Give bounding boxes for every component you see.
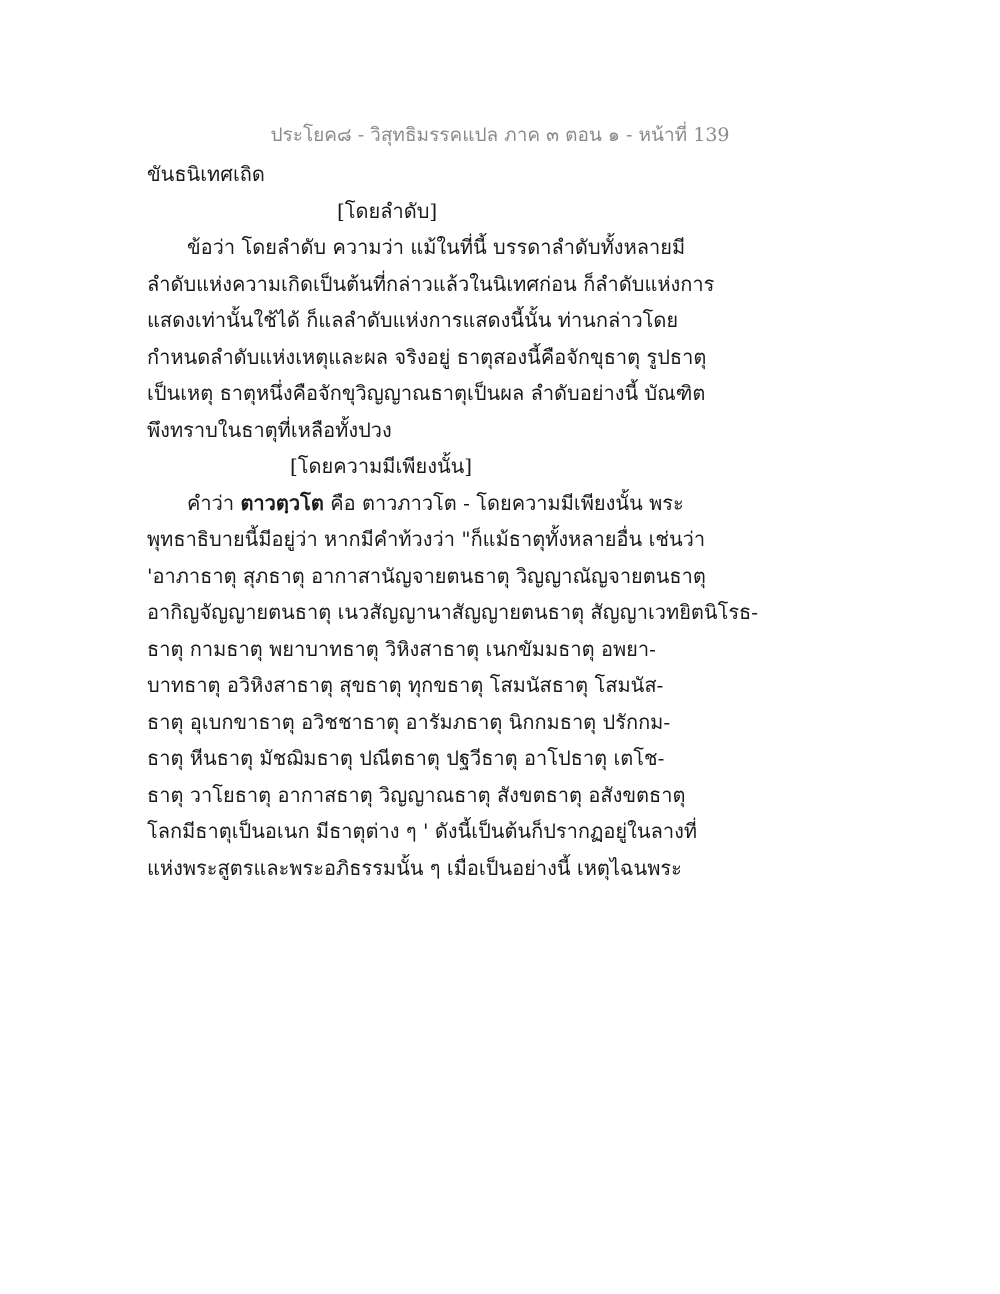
text-line: ธาตุ กามธาตุ พยาบาทธาตุ วิหิงสาธาตุ เนกขัมมธาตุ อพยา- — [147, 636, 656, 661]
text-line: พึงทราบในธาตุที่เหลือทั้งปวง — [147, 417, 392, 442]
text-line: แห่งพระสูตรและพระอภิธรรมนั้น ๆ เมื่อเป็นอย่างนี้ เหตุไฉนพระ — [147, 855, 682, 880]
text-line: อากิญจัญญายตนธาตุ เนวสัญญานาสัญญายตนธาตุ สัญญาเวทยิตนิโรธ- — [147, 600, 759, 624]
text-line: ขันธนิเทศเถิด — [147, 162, 265, 186]
text-line: ธาตุ อุเบกขาธาตุ อวิชชาธาตุ อารัมภธาตุ นิกกมธาตุ ปรักกม- — [147, 709, 671, 734]
text-line: 'อาภาธาตุ สุภธาตุ อากาสานัญจายตนธาตุ วิญญาณัญจายตนธาตุ — [147, 563, 706, 588]
page-body — [147, 156, 759, 886]
text-line: บาทธาตุ อวิหิงสาธาตุ สุขธาตุ ทุกขธาตุ โสมนัสธาตุ โสมนัส- — [147, 673, 664, 697]
text-line — [147, 485, 727, 522]
text-line: ข้อว่า โดยลำดับ ความว่า แม้ในที่นี้ บรรดาลำดับทั้งหลายมี — [187, 235, 686, 259]
text-line: ธาตุ วาโยธาตุ อากาสธาตุ วิญญาณธาตุ สังขตธาตุ อสังขตธาตุ — [147, 782, 686, 807]
text-line: โลกมีธาตุเป็นอเนก มีธาตุต่าง ๆ ' ดังนี้เป็นต้นก็ปรากฏอยู่ในลางที่ — [147, 819, 698, 843]
text-line: แสดงเท่านั้นใช้ได้ ก็แลลำดับแห่งการแสดงนี้นั้น ท่านกล่าวโดย — [147, 308, 679, 332]
text-line: กำหนดลำดับแห่งเหตุและผล จริงอยู่ ธาตุสองนี้คือจักขุธาตุ รูปธาตุ — [147, 344, 707, 369]
text-line: เป็นเหตุ ธาตุหนึ่งคือจักขุวิญญาณธาตุเป็นผล ลำดับอย่างนี้ บัณฑิต — [147, 381, 706, 405]
section-heading: [โดยลำดับ] — [337, 198, 438, 223]
text-line: ธาตุ หีนธาตุ มัชฌิมธาตุ ปณีตธาตุ ปฐวีธาตุ อาโปธาตุ เตโช- — [147, 746, 665, 770]
text-line: พุทธาธิบายนี้มีอยู่ว่า หากมีคำท้วงว่า "ก็แม้ธาตุทั้งหลายอื่น เช่นว่า — [147, 527, 706, 551]
page-header: ประโยค๘ - วิสุทธิมรรคแปล ภาค ๓ ตอน ๑ - หน้าที่ 139 — [270, 124, 730, 146]
text-line: ลำดับแห่งความเกิดเป็นต้นที่กล่าวแล้วในนิเทศก่อน ก็ลำดับแห่งการ — [147, 271, 715, 296]
pali-term: ตาวตฺวโต — [240, 490, 324, 515]
text-segment: คือ ตาวภาวโต - โดยความมีเพียงนั้น พระ — [323, 490, 684, 515]
section-heading: [โดยความมีเพียงนั้น] — [290, 454, 473, 478]
text-segment: คำว่า — [187, 490, 241, 515]
